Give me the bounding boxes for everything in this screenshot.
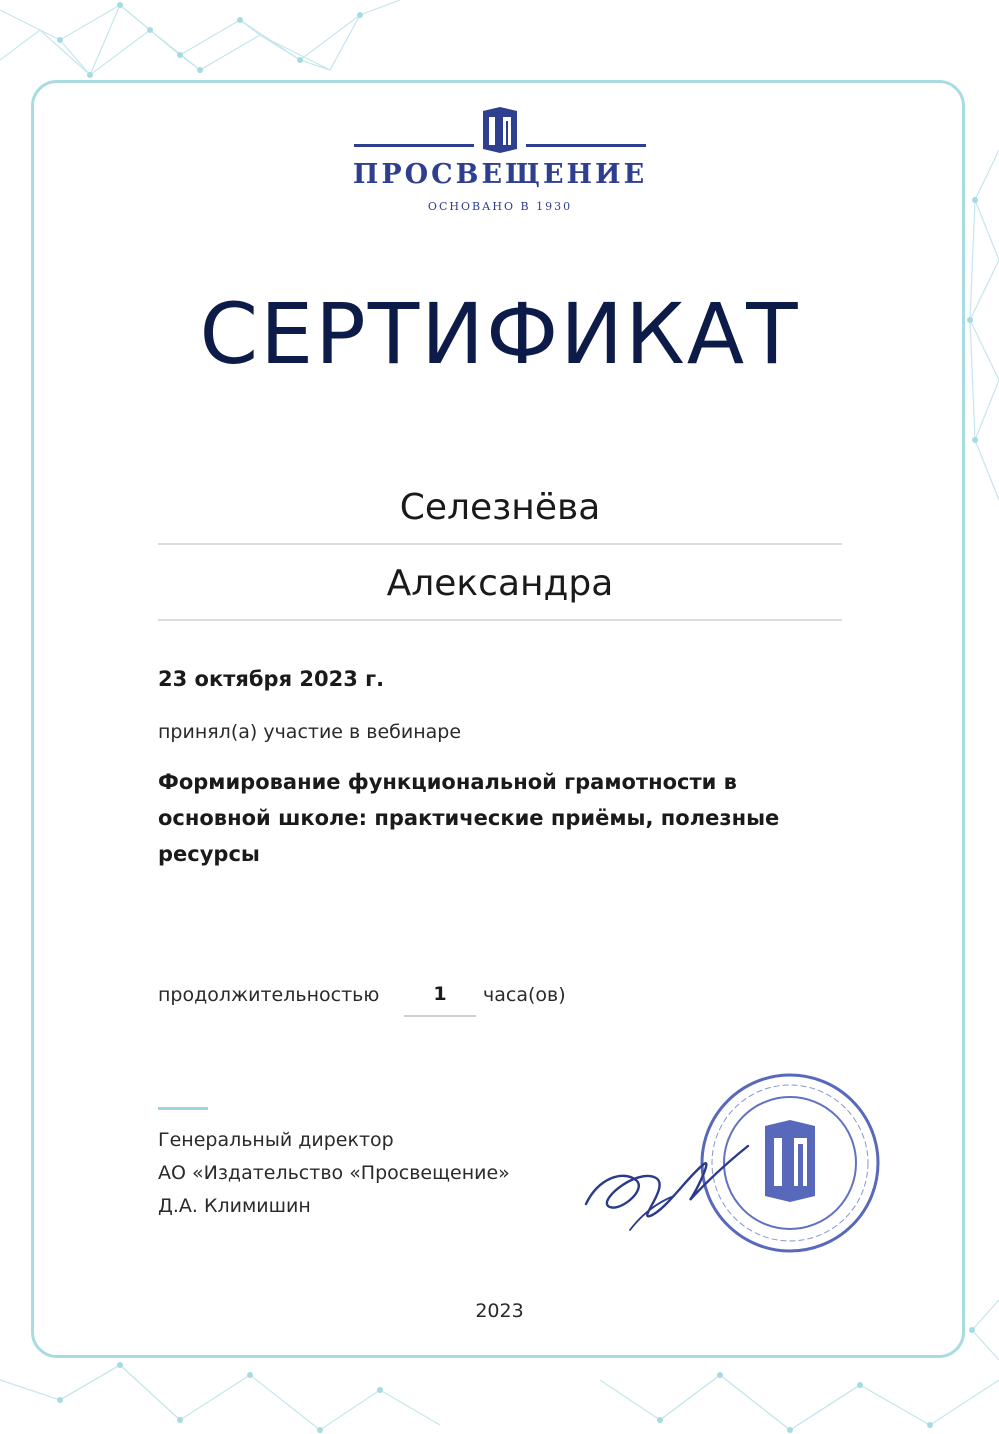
director-signature (578, 1118, 768, 1238)
logo-right-rule (526, 144, 646, 147)
recipient-surname: Селезнёва (399, 487, 601, 528)
duration-label: продолжительностью (158, 984, 380, 1006)
logo-left-rule (354, 144, 474, 147)
duration-unit: часа(ов) (483, 984, 566, 1006)
duration-hours: 1 (404, 983, 476, 1017)
publisher-emblem-icon (480, 105, 520, 155)
recipient-given-name: Александра (386, 563, 614, 604)
surname-rule (158, 543, 842, 545)
given-name-rule (158, 619, 842, 621)
publisher-logo (350, 103, 650, 218)
signatory-position: Генеральный директор (158, 1129, 394, 1151)
publisher-name: ПРОСВЕЩЕНИЕ (352, 159, 648, 190)
certificate-title: СЕРТИФИКАТ (199, 285, 800, 383)
publisher-founded: ОСНОВАНО В 1930 (427, 200, 573, 213)
participation-text: принял(а) участие в вебинаре (158, 721, 462, 743)
event-date: 23 октября 2023 г. (158, 667, 385, 691)
issue-year: 2023 (475, 1300, 524, 1322)
signatory-name: Д.А. Климишин (158, 1195, 311, 1217)
webinar-title: Формирование функциональной грамотности в основной школе: практические приёмы, полезные ресурсы (158, 770, 780, 866)
signatory-organization: АО «Издательство «Просвещение» (158, 1162, 510, 1184)
signatory-accent-dash (158, 1107, 208, 1110)
